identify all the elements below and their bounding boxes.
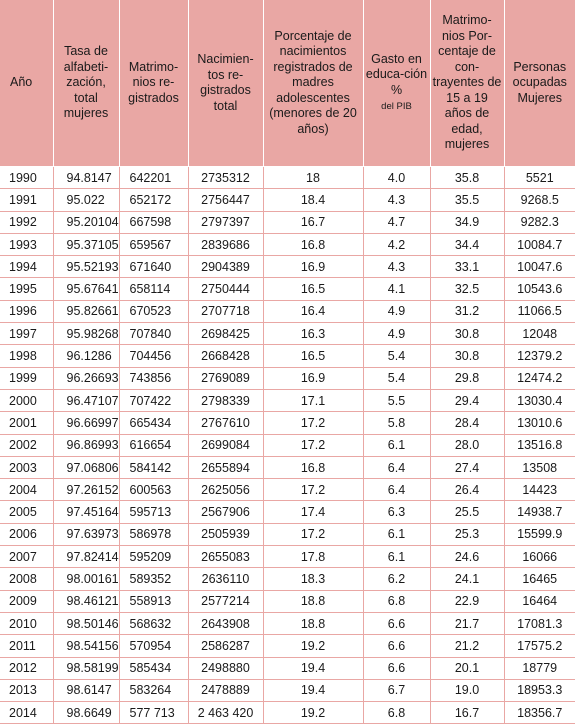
cell-education-spending: 6.3 — [363, 501, 430, 523]
cell-births: 2839686 — [188, 233, 263, 255]
cell-births: 2750444 — [188, 278, 263, 300]
table-row — [0, 278, 575, 300]
cell-literacy-rate: 96.66997 — [53, 412, 119, 434]
cell-education-spending: 6.7 — [363, 679, 430, 701]
table-row — [0, 300, 575, 322]
cell-education-spending: 6.1 — [363, 546, 430, 568]
cell-teen-births-pct: 16.3 — [263, 323, 363, 345]
cell-year: 1993 — [0, 233, 53, 255]
header-teen-marriages-pct: Matrimo-nios Por-centaje de con-trayentes de 15 a 19 años de edad, mujeres — [430, 0, 504, 167]
cell-employed-women: 12474.2 — [504, 367, 575, 389]
cell-births: 2577214 — [188, 590, 263, 612]
cell-teen-births-pct: 16.5 — [263, 345, 363, 367]
cell-teen-marriages-pct: 34.9 — [430, 211, 504, 233]
table-header — [0, 0, 575, 167]
cell-marriages: 707840 — [119, 323, 188, 345]
table-row — [0, 233, 575, 255]
cell-literacy-rate: 94.8147 — [53, 167, 119, 189]
cell-education-spending: 6.8 — [363, 590, 430, 612]
cell-education-spending: 6.6 — [363, 612, 430, 634]
cell-literacy-rate: 95.52193 — [53, 256, 119, 278]
cell-teen-marriages-pct: 32.5 — [430, 278, 504, 300]
cell-employed-women: 18356.7 — [504, 702, 575, 724]
cell-employed-women: 5521 — [504, 167, 575, 189]
cell-marriages: 595209 — [119, 546, 188, 568]
cell-education-spending: 4.0 — [363, 167, 430, 189]
cell-literacy-rate: 98.54156 — [53, 635, 119, 657]
cell-year: 1995 — [0, 278, 53, 300]
table-row — [0, 167, 575, 189]
table-row — [0, 456, 575, 478]
table-row — [0, 702, 575, 724]
header-year: Año — [0, 0, 53, 167]
cell-literacy-rate: 96.86993 — [53, 434, 119, 456]
cell-teen-births-pct: 16.9 — [263, 256, 363, 278]
cell-marriages: 670523 — [119, 300, 188, 322]
cell-literacy-rate: 95.022 — [53, 189, 119, 211]
cell-employed-women: 14423 — [504, 479, 575, 501]
cell-employed-women: 18779 — [504, 657, 575, 679]
cell-employed-women: 13516.8 — [504, 434, 575, 456]
cell-teen-births-pct: 17.8 — [263, 546, 363, 568]
table-row — [0, 323, 575, 345]
cell-education-spending: 5.5 — [363, 389, 430, 411]
cell-teen-births-pct: 19.2 — [263, 635, 363, 657]
header-teen-births-pct: Porcentaje de nacimientos registrados de madres adolescentes (menores de 20 años) — [263, 0, 363, 167]
cell-marriages: 589352 — [119, 568, 188, 590]
cell-teen-births-pct: 16.9 — [263, 367, 363, 389]
cell-teen-marriages-pct: 24.1 — [430, 568, 504, 590]
cell-year: 1991 — [0, 189, 53, 211]
cell-marriages: 704456 — [119, 345, 188, 367]
cell-teen-marriages-pct: 20.1 — [430, 657, 504, 679]
header-education-spending — [363, 0, 430, 167]
cell-marriages: 667598 — [119, 211, 188, 233]
table-row — [0, 523, 575, 545]
table-row — [0, 612, 575, 634]
cell-teen-marriages-pct: 25.5 — [430, 501, 504, 523]
cell-teen-marriages-pct: 25.3 — [430, 523, 504, 545]
cell-marriages: 585434 — [119, 657, 188, 679]
cell-literacy-rate: 95.67641 — [53, 278, 119, 300]
cell-employed-women: 9268.5 — [504, 189, 575, 211]
cell-education-spending: 6.2 — [363, 568, 430, 590]
cell-literacy-rate: 95.37105 — [53, 233, 119, 255]
cell-education-spending: 5.4 — [363, 345, 430, 367]
cell-education-spending: 5.8 — [363, 412, 430, 434]
cell-teen-births-pct: 16.4 — [263, 300, 363, 322]
cell-employed-women: 9282.3 — [504, 211, 575, 233]
cell-births: 2798339 — [188, 389, 263, 411]
cell-year: 1997 — [0, 323, 53, 345]
cell-teen-births-pct: 19.4 — [263, 679, 363, 701]
cell-births: 2567906 — [188, 501, 263, 523]
cell-year: 2010 — [0, 612, 53, 634]
cell-marriages: 671640 — [119, 256, 188, 278]
cell-education-spending: 4.7 — [363, 211, 430, 233]
header-literacy-rate: Tasa de alfabeti-zación, total mujeres — [53, 0, 119, 167]
cell-marriages: 659567 — [119, 233, 188, 255]
cell-marriages: 586978 — [119, 523, 188, 545]
cell-births: 2586287 — [188, 635, 263, 657]
cell-births: 2636110 — [188, 568, 263, 590]
cell-births: 2707718 — [188, 300, 263, 322]
cell-marriages: 652172 — [119, 189, 188, 211]
cell-literacy-rate: 95.20104 — [53, 211, 119, 233]
cell-employed-women: 18953.3 — [504, 679, 575, 701]
cell-literacy-rate: 96.47107 — [53, 389, 119, 411]
cell-literacy-rate: 95.98268 — [53, 323, 119, 345]
cell-teen-births-pct: 18.4 — [263, 189, 363, 211]
cell-teen-births-pct: 18.8 — [263, 590, 363, 612]
cell-marriages: 583264 — [119, 679, 188, 701]
cell-literacy-rate: 98.6649 — [53, 702, 119, 724]
cell-births: 2668428 — [188, 345, 263, 367]
cell-employed-women: 16066 — [504, 546, 575, 568]
cell-employed-women: 12379.2 — [504, 345, 575, 367]
cell-teen-births-pct: 16.5 — [263, 278, 363, 300]
header-education-sub: del PIB — [381, 101, 412, 112]
cell-marriages: 584142 — [119, 456, 188, 478]
cell-employed-women: 10543.6 — [504, 278, 575, 300]
table-row — [0, 256, 575, 278]
cell-births: 2498880 — [188, 657, 263, 679]
table-row — [0, 590, 575, 612]
cell-employed-women: 16464 — [504, 590, 575, 612]
cell-employed-women: 13030.4 — [504, 389, 575, 411]
cell-literacy-rate: 98.58199 — [53, 657, 119, 679]
cell-literacy-rate: 97.26152 — [53, 479, 119, 501]
cell-teen-marriages-pct: 31.2 — [430, 300, 504, 322]
cell-births: 2643908 — [188, 612, 263, 634]
cell-teen-births-pct: 16.7 — [263, 211, 363, 233]
cell-teen-marriages-pct: 34.4 — [430, 233, 504, 255]
table-row — [0, 546, 575, 568]
cell-year: 2007 — [0, 546, 53, 568]
cell-employed-women: 13508 — [504, 456, 575, 478]
cell-teen-births-pct: 19.4 — [263, 657, 363, 679]
table-body — [0, 167, 575, 724]
cell-births: 2769089 — [188, 367, 263, 389]
cell-teen-marriages-pct: 21.7 — [430, 612, 504, 634]
cell-year: 2002 — [0, 434, 53, 456]
cell-year: 1992 — [0, 211, 53, 233]
cell-teen-marriages-pct: 33.1 — [430, 256, 504, 278]
cell-education-spending: 4.9 — [363, 300, 430, 322]
cell-year: 2009 — [0, 590, 53, 612]
cell-literacy-rate: 98.00161 — [53, 568, 119, 590]
cell-year: 2011 — [0, 635, 53, 657]
header-marriages: Matrimo-nios re-gistrados — [119, 0, 188, 167]
cell-marriages: 616654 — [119, 434, 188, 456]
cell-education-spending: 4.3 — [363, 256, 430, 278]
cell-education-spending: 4.1 — [363, 278, 430, 300]
cell-year: 2001 — [0, 412, 53, 434]
cell-education-spending: 6.1 — [363, 434, 430, 456]
table-row — [0, 501, 575, 523]
cell-births: 2655083 — [188, 546, 263, 568]
cell-education-spending: 6.6 — [363, 635, 430, 657]
header-row — [0, 0, 575, 167]
cell-marriages: 558913 — [119, 590, 188, 612]
cell-literacy-rate: 97.82414 — [53, 546, 119, 568]
cell-teen-births-pct: 18.8 — [263, 612, 363, 634]
table-row — [0, 367, 575, 389]
cell-births: 2735312 — [188, 167, 263, 189]
table-row — [0, 568, 575, 590]
cell-teen-births-pct: 16.8 — [263, 456, 363, 478]
table-row — [0, 211, 575, 233]
cell-teen-births-pct: 17.4 — [263, 501, 363, 523]
cell-births: 2655894 — [188, 456, 263, 478]
cell-births: 2698425 — [188, 323, 263, 345]
cell-teen-marriages-pct: 30.8 — [430, 323, 504, 345]
cell-marriages: 743856 — [119, 367, 188, 389]
cell-teen-births-pct: 18 — [263, 167, 363, 189]
header-education-main: Gasto en educa-ción % — [365, 51, 428, 97]
cell-teen-marriages-pct: 30.8 — [430, 345, 504, 367]
cell-year: 2006 — [0, 523, 53, 545]
cell-year: 2008 — [0, 568, 53, 590]
cell-teen-marriages-pct: 19.0 — [430, 679, 504, 701]
cell-year: 2013 — [0, 679, 53, 701]
cell-marriages: 595713 — [119, 501, 188, 523]
cell-education-spending: 6.4 — [363, 456, 430, 478]
cell-education-spending: 4.3 — [363, 189, 430, 211]
cell-literacy-rate: 98.46121 — [53, 590, 119, 612]
cell-marriages: 577 713 — [119, 702, 188, 724]
cell-teen-births-pct: 17.2 — [263, 412, 363, 434]
cell-literacy-rate: 96.1286 — [53, 345, 119, 367]
cell-births: 2505939 — [188, 523, 263, 545]
cell-literacy-rate: 97.06806 — [53, 456, 119, 478]
table-row — [0, 389, 575, 411]
cell-births: 2478889 — [188, 679, 263, 701]
cell-marriages: 568632 — [119, 612, 188, 634]
cell-teen-births-pct: 18.3 — [263, 568, 363, 590]
table-row — [0, 657, 575, 679]
cell-literacy-rate: 98.50146 — [53, 612, 119, 634]
cell-teen-births-pct: 17.2 — [263, 523, 363, 545]
cell-teen-births-pct: 19.2 — [263, 702, 363, 724]
cell-marriages: 600563 — [119, 479, 188, 501]
cell-employed-women: 17575.2 — [504, 635, 575, 657]
cell-employed-women: 10084.7 — [504, 233, 575, 255]
cell-year: 2012 — [0, 657, 53, 679]
cell-marriages: 658114 — [119, 278, 188, 300]
cell-literacy-rate: 97.45164 — [53, 501, 119, 523]
cell-year: 1994 — [0, 256, 53, 278]
cell-year: 2005 — [0, 501, 53, 523]
cell-teen-marriages-pct: 35.8 — [430, 167, 504, 189]
cell-year: 1999 — [0, 367, 53, 389]
cell-literacy-rate: 96.26693 — [53, 367, 119, 389]
cell-teen-marriages-pct: 22.9 — [430, 590, 504, 612]
table-row — [0, 434, 575, 456]
cell-year: 2000 — [0, 389, 53, 411]
cell-teen-marriages-pct: 21.2 — [430, 635, 504, 657]
cell-teen-marriages-pct: 27.4 — [430, 456, 504, 478]
cell-births: 2625056 — [188, 479, 263, 501]
cell-year: 2004 — [0, 479, 53, 501]
cell-year: 1996 — [0, 300, 53, 322]
cell-education-spending: 6.1 — [363, 523, 430, 545]
cell-education-spending: 4.2 — [363, 233, 430, 255]
cell-employed-women: 11066.5 — [504, 300, 575, 322]
cell-teen-marriages-pct: 26.4 — [430, 479, 504, 501]
cell-education-spending: 6.8 — [363, 702, 430, 724]
table-row — [0, 412, 575, 434]
cell-teen-marriages-pct: 28.4 — [430, 412, 504, 434]
cell-marriages: 570954 — [119, 635, 188, 657]
cell-births: 2767610 — [188, 412, 263, 434]
cell-literacy-rate: 95.82661 — [53, 300, 119, 322]
cell-births: 2699084 — [188, 434, 263, 456]
cell-employed-women: 13010.6 — [504, 412, 575, 434]
header-employed-women: Personas ocupadas Mujeres — [504, 0, 575, 167]
table-row — [0, 479, 575, 501]
cell-teen-births-pct: 17.1 — [263, 389, 363, 411]
cell-teen-marriages-pct: 24.6 — [430, 546, 504, 568]
cell-year: 1990 — [0, 167, 53, 189]
cell-births: 2 463 420 — [188, 702, 263, 724]
cell-teen-marriages-pct: 16.7 — [430, 702, 504, 724]
header-births: Nacimien-tos re-gistrados total — [188, 0, 263, 167]
cell-literacy-rate: 97.63973 — [53, 523, 119, 545]
cell-education-spending: 6.6 — [363, 657, 430, 679]
cell-employed-women: 10047.6 — [504, 256, 575, 278]
table-row — [0, 679, 575, 701]
cell-births: 2756447 — [188, 189, 263, 211]
cell-employed-women: 12048 — [504, 323, 575, 345]
cell-marriages: 665434 — [119, 412, 188, 434]
table-row — [0, 635, 575, 657]
cell-teen-births-pct: 16.8 — [263, 233, 363, 255]
cell-teen-births-pct: 17.2 — [263, 434, 363, 456]
cell-teen-marriages-pct: 29.4 — [430, 389, 504, 411]
cell-births: 2797397 — [188, 211, 263, 233]
cell-teen-marriages-pct: 28.0 — [430, 434, 504, 456]
cell-education-spending: 4.9 — [363, 323, 430, 345]
cell-education-spending: 6.4 — [363, 479, 430, 501]
cell-teen-marriages-pct: 29.8 — [430, 367, 504, 389]
cell-teen-births-pct: 17.2 — [263, 479, 363, 501]
table-row — [0, 189, 575, 211]
cell-marriages: 707422 — [119, 389, 188, 411]
cell-employed-women: 14938.7 — [504, 501, 575, 523]
cell-employed-women: 16465 — [504, 568, 575, 590]
table-row — [0, 345, 575, 367]
cell-year: 1998 — [0, 345, 53, 367]
cell-employed-women: 15599.9 — [504, 523, 575, 545]
cell-year: 2014 — [0, 702, 53, 724]
cell-employed-women: 17081.3 — [504, 612, 575, 634]
cell-literacy-rate: 98.6147 — [53, 679, 119, 701]
cell-education-spending: 5.4 — [363, 367, 430, 389]
cell-marriages: 642201 — [119, 167, 188, 189]
cell-year: 2003 — [0, 456, 53, 478]
cell-births: 2904389 — [188, 256, 263, 278]
cell-teen-marriages-pct: 35.5 — [430, 189, 504, 211]
